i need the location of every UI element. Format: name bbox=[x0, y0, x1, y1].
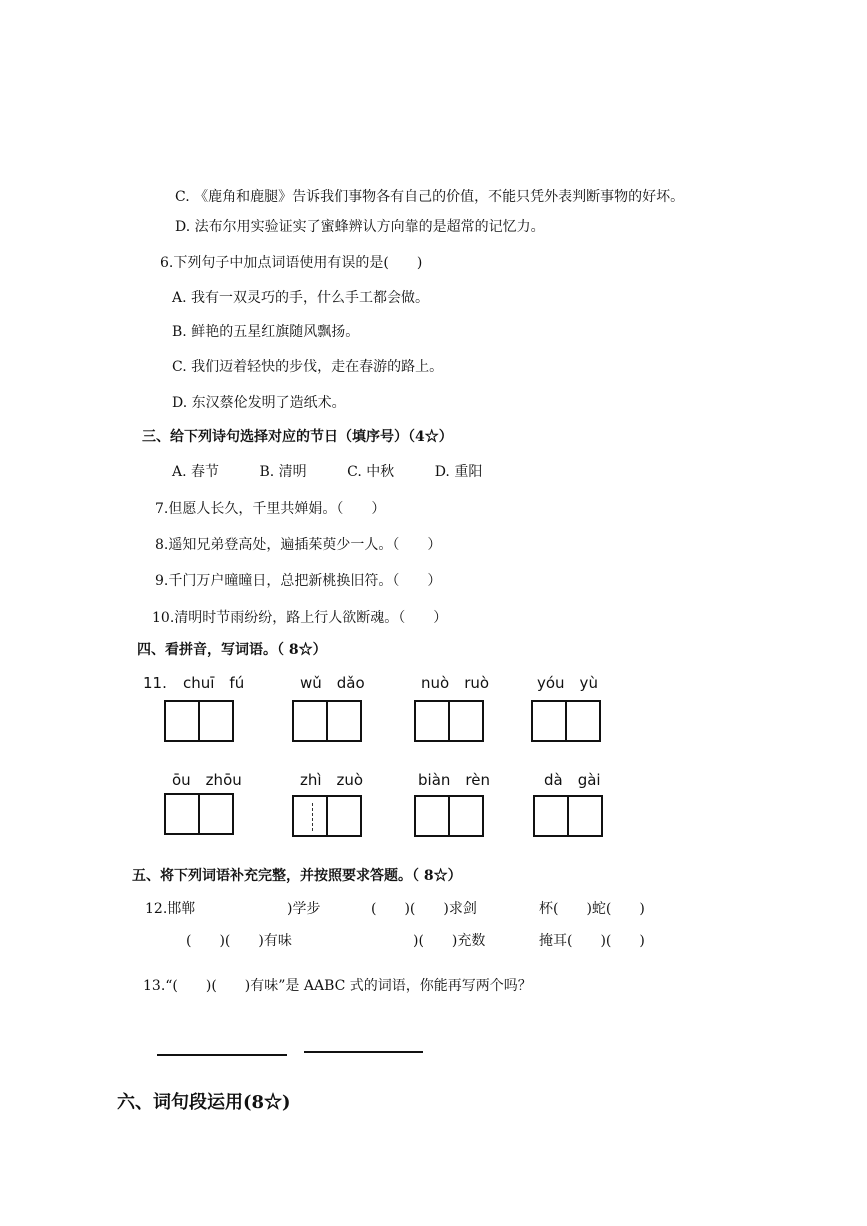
answer-box-2[interactable] bbox=[292, 700, 362, 742]
pinyin-4: yóu yù bbox=[537, 674, 598, 692]
q12-row-1 bbox=[0, 900, 867, 920]
q12-number: 12.邯郸 bbox=[145, 901, 196, 917]
q12-row-2 bbox=[0, 932, 867, 952]
q5-option-c: C. 《鹿角和鹿腿》告诉我们事物各有自己的价值，不能只凭外表判断事物的好坏。 bbox=[175, 189, 685, 205]
festival-choices bbox=[172, 463, 518, 481]
pinyin-7: biàn rèn bbox=[418, 771, 490, 789]
answer-line-2[interactable] bbox=[304, 1051, 423, 1053]
pinyin-3: nuò ruò bbox=[421, 674, 490, 692]
q6-stem: 6.下列句子中加点词语使用有误的是( ) bbox=[160, 255, 423, 271]
q10: 10.清明时节雨纷纷，路上行人欲断魂。（ ） bbox=[152, 610, 448, 626]
choice-c: C. 中秋 bbox=[347, 464, 395, 480]
q6-option-b: B. 鲜艳的五星红旗随风飘扬。 bbox=[172, 324, 360, 340]
q6-option-d: D. 东汉蔡伦发明了造纸术。 bbox=[172, 395, 346, 411]
answer-box-1[interactable] bbox=[164, 700, 234, 742]
q13: 13.“( )( )有味”是 AABC 式的词语，你能再写两个吗？ bbox=[143, 978, 532, 994]
q8: 8.遥知兄弟登高处，遍插茱萸少一人。（ ） bbox=[155, 537, 442, 553]
q6-option-a: A. 我有一双灵巧的手，什么手工都会做。 bbox=[172, 290, 430, 306]
choice-d: D. 重阳 bbox=[434, 464, 483, 480]
answer-line-1[interactable] bbox=[157, 1054, 287, 1056]
answer-box-3[interactable] bbox=[414, 700, 484, 742]
q12-phrase-6: 掩耳( )( ) bbox=[539, 933, 645, 949]
section6-title: 六、词句段运用(8☆) bbox=[117, 1092, 291, 1113]
q12-phrase-2: ( )( )求剑 bbox=[371, 901, 477, 917]
q11-number: 11. bbox=[143, 674, 167, 692]
q12-phrase-4: ( )( )有味 bbox=[186, 933, 292, 949]
section5-title: 五、将下列词语补充完整，并按照要求答题。（ 8☆） bbox=[132, 868, 462, 884]
choice-a: A. 春节 bbox=[172, 464, 220, 480]
q7: 7.但愿人长久，千里共婵娟。（ ） bbox=[155, 501, 386, 517]
choice-b: B. 清明 bbox=[259, 464, 307, 480]
answer-box-6[interactable] bbox=[292, 795, 362, 837]
pinyin-8: dà gài bbox=[544, 771, 601, 789]
q12-phrase-1: )学步 bbox=[287, 901, 321, 917]
pinyin-5: ōu zhōu bbox=[172, 771, 242, 789]
q5-option-d: D. 法布尔用实验证实了蜜蜂辨认方向靠的是超常的记忆力。 bbox=[175, 219, 545, 235]
pinyin-2: wǔ dǎo bbox=[300, 674, 365, 692]
answer-box-8[interactable] bbox=[533, 795, 603, 837]
answer-box-7[interactable] bbox=[414, 795, 484, 837]
q12-phrase-3: 杯( )蛇( ) bbox=[539, 901, 645, 917]
pinyin-6: zhì zuò bbox=[300, 771, 364, 789]
answer-box-4[interactable] bbox=[531, 700, 601, 742]
q6-option-c: C. 我们迈着轻快的步伐，走在春游的路上。 bbox=[172, 359, 444, 375]
section3-title: 三、给下列诗句选择对应的节日（填序号）（4☆） bbox=[142, 429, 453, 445]
section4-title: 四、看拼音，写词语。（ 8☆） bbox=[137, 642, 327, 658]
q12-phrase-5: )( )充数 bbox=[413, 933, 486, 949]
q9: 9.千门万户曈曈日，总把新桃换旧符。（ ） bbox=[155, 573, 442, 589]
pinyin-1: chuī fú bbox=[183, 674, 245, 692]
answer-box-5[interactable] bbox=[164, 793, 234, 835]
